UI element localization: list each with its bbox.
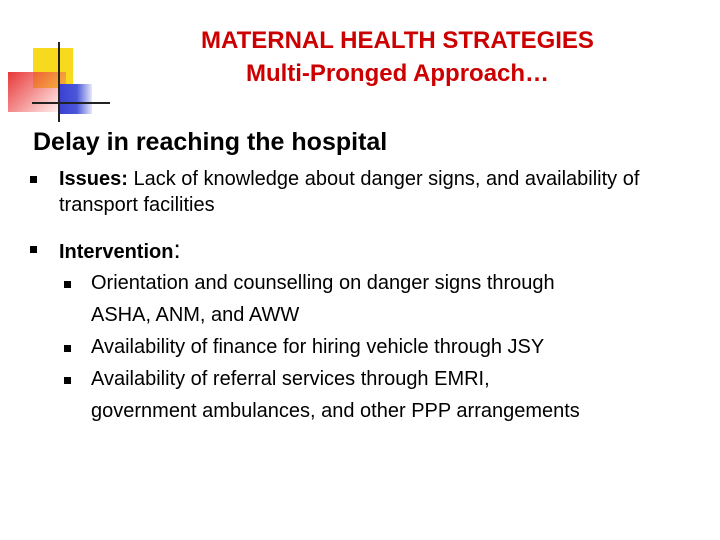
list-item-intervention (30, 236, 700, 427)
square-bullet-icon (64, 281, 71, 288)
square-bullet-icon (30, 176, 37, 183)
sub-item-text: Orientation and counselling on danger signs through (91, 272, 555, 294)
logo-vertical-line (58, 42, 60, 122)
section-heading: Delay in reaching the hospital (33, 128, 388, 156)
intervention-sublist (59, 267, 700, 427)
slide-title (120, 24, 675, 90)
square-bullet-icon (30, 246, 37, 253)
title-line-1: MATERNAL HEALTH STRATEGIES (201, 27, 594, 54)
square-bullet-icon (64, 377, 71, 384)
intervention-label: Intervention (59, 241, 174, 263)
sub-item-text: ASHA, ANM, and AWW (91, 304, 300, 326)
intervention-colon: : (173, 234, 181, 264)
slide-logo-decoration (0, 0, 110, 120)
list-item-issues (30, 166, 700, 218)
logo-blue-square (58, 84, 92, 114)
logo-horizontal-line (32, 102, 110, 104)
sub-item-text: government ambulances, and other PPP arrangements (91, 400, 580, 422)
issues-text: Lack of knowledge about danger signs, and availability of transport facilities (59, 168, 640, 216)
sub-list-item (59, 267, 700, 331)
sub-item-text: Availability of referral services through EMRI, (91, 368, 490, 390)
sub-item-text: Availability of finance for hiring vehicle through JSY (91, 336, 545, 358)
issues-label: Issues: (59, 168, 128, 190)
bullet-list (30, 166, 700, 427)
square-bullet-icon (64, 345, 71, 352)
sub-list-item (59, 331, 700, 363)
title-line-2: Multi-Pronged Approach… (245, 60, 550, 87)
sub-list-item (59, 363, 700, 427)
